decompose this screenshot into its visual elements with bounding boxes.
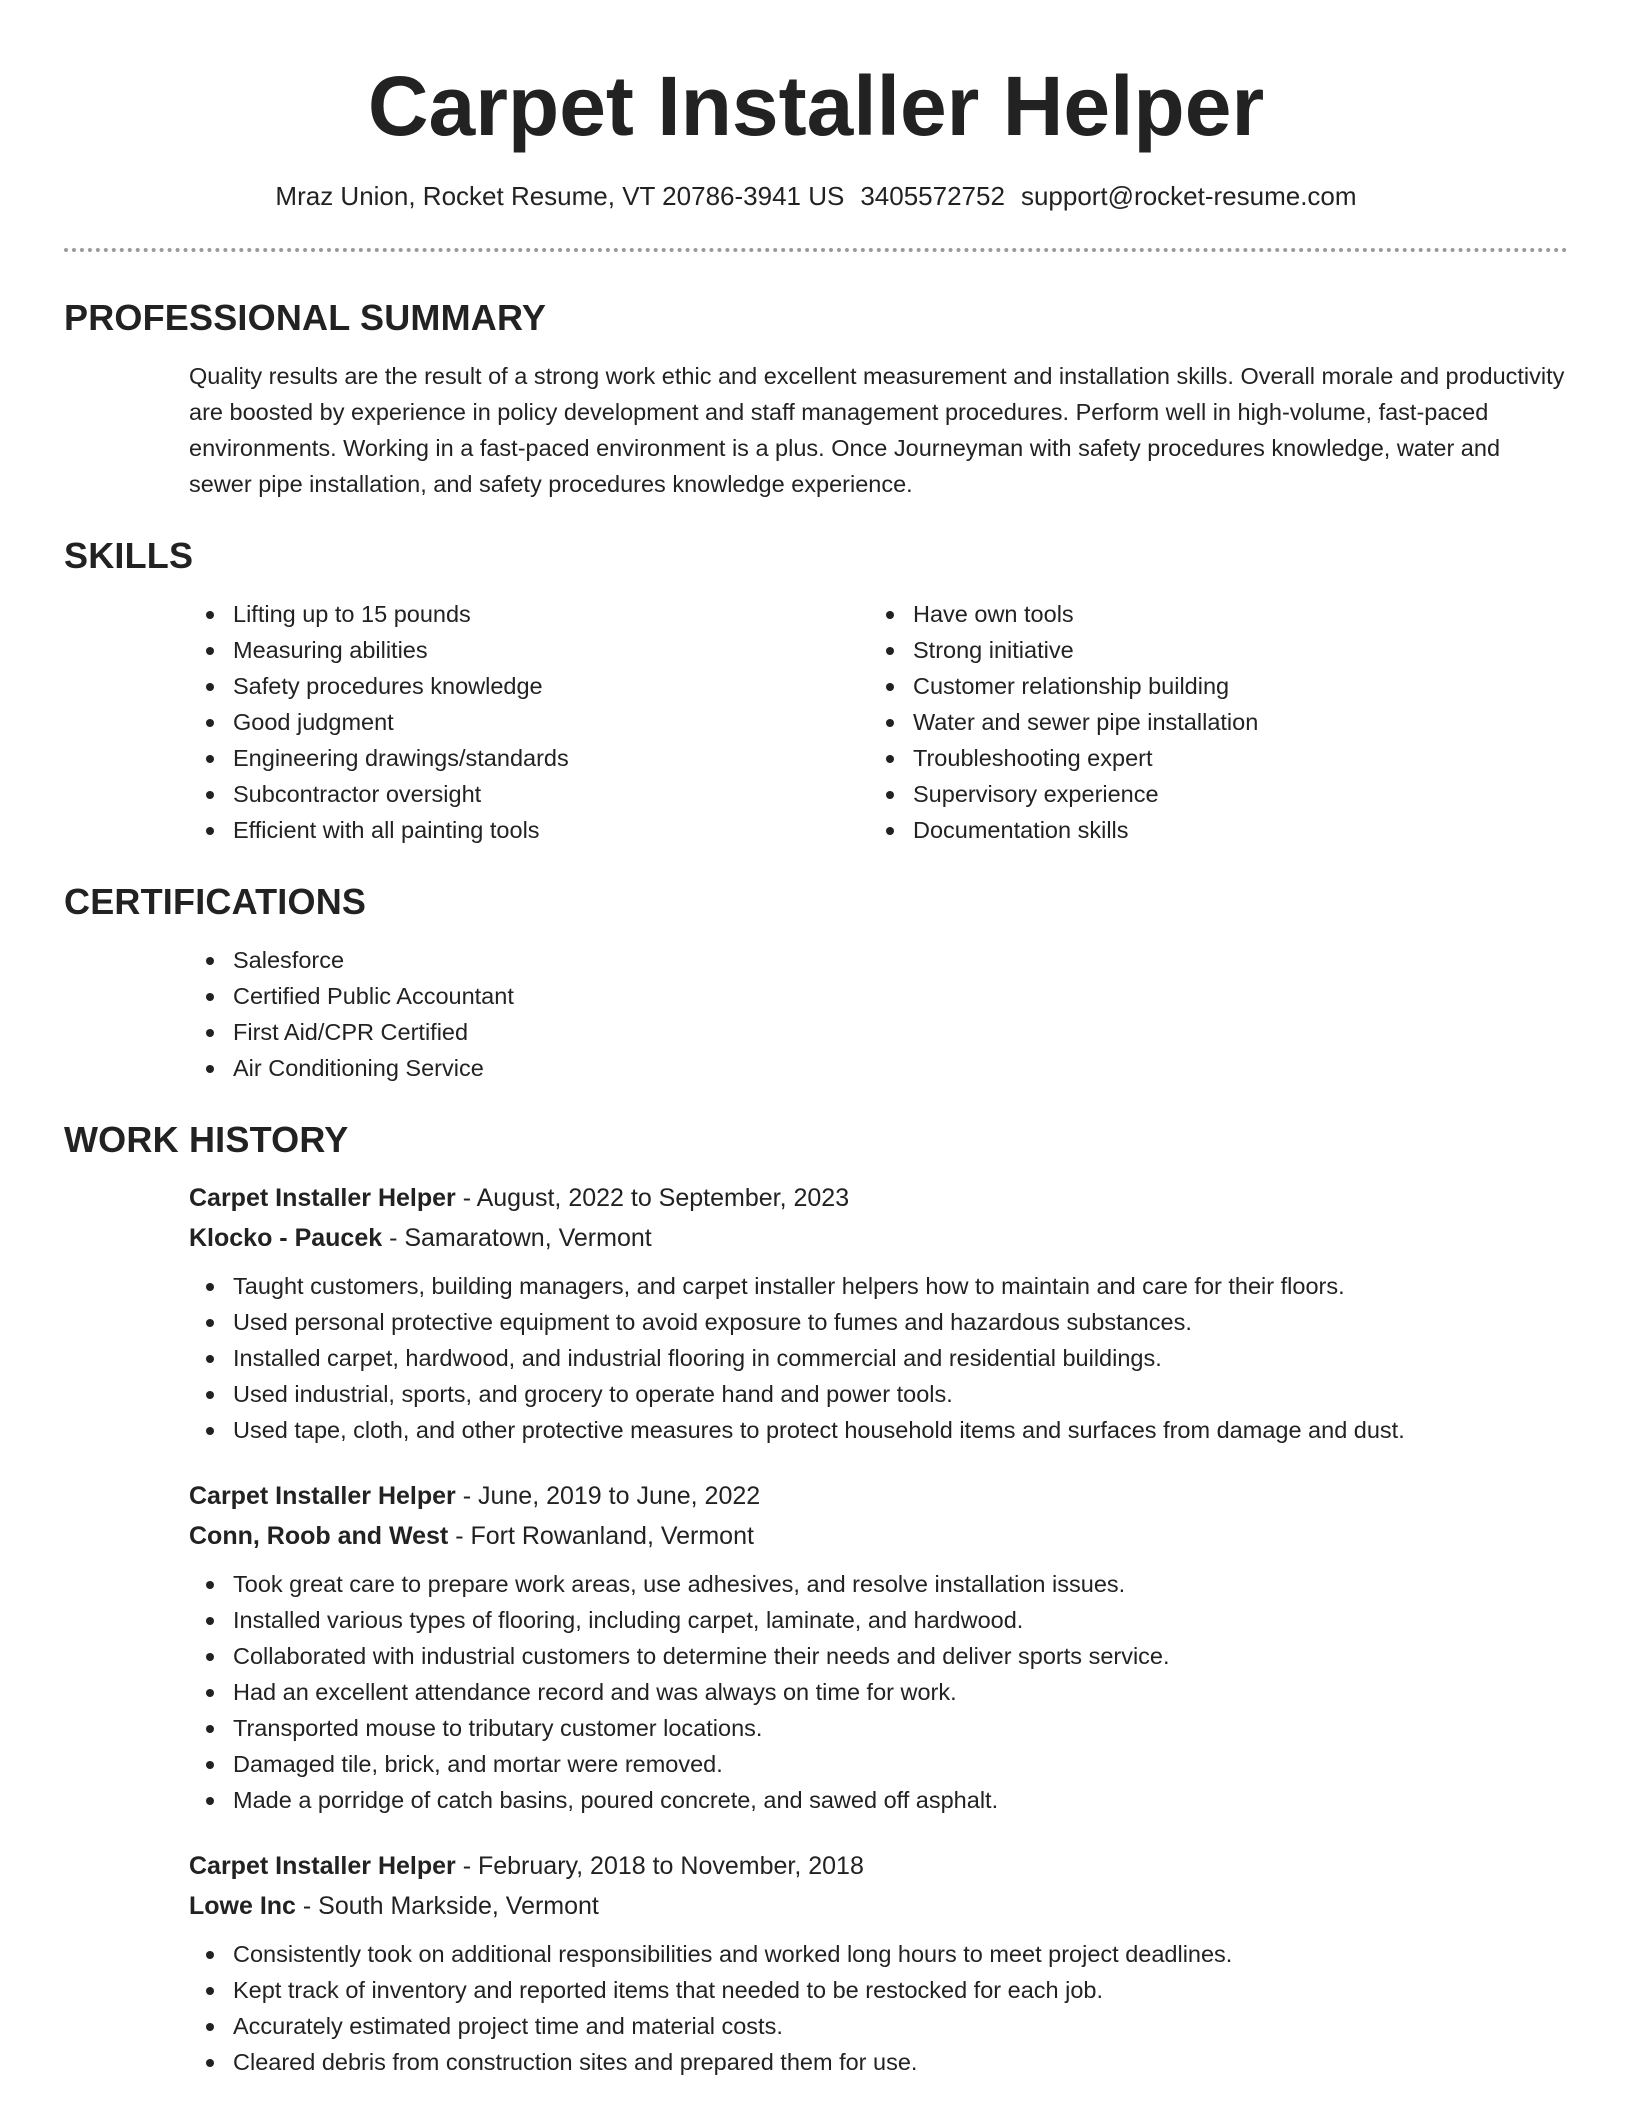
- job-entry: [189, 1476, 1632, 1818]
- job-company: Lowe Inc: [189, 1892, 296, 1920]
- skill-item: Efficient with all painting tools: [189, 812, 869, 848]
- certification-item: Air Conditioning Service: [189, 1050, 1632, 1086]
- job-dates: - August, 2022 to September, 2023: [455, 1184, 850, 1212]
- skill-item: Water and sewer pipe installation: [869, 704, 1549, 740]
- skill-item: Measuring abilities: [189, 632, 869, 668]
- header-divider: [64, 248, 1568, 252]
- certification-item: First Aid/CPR Certified: [189, 1014, 1632, 1050]
- contact-line: [0, 178, 1632, 214]
- summary-text: Quality results are the result of a strong work ethic and excellent measurement and installation skills. Overall morale and productivity are boosted by experience in policy development and staff management procedures. Perform well in high-volume, fast-paced environments. Working in a fast-paced environment is a plus. Once Journeyman with safety procedures knowledge, water and sewer pipe installation, and safety procedures knowledge experience.: [189, 363, 1565, 497]
- job-bullet: Installed carpet, hardwood, and industrial flooring in commercial and residential buildings.: [189, 1340, 1632, 1376]
- certification-item: Salesforce: [189, 942, 1632, 978]
- skill-item: Good judgment: [189, 704, 869, 740]
- skills-list-right: [869, 596, 1549, 848]
- skills-heading: SKILLS: [64, 535, 194, 576]
- job-dates: - February, 2018 to November, 2018: [455, 1852, 864, 1880]
- job-entry: [189, 1178, 1632, 1448]
- certification-item: Certified Public Accountant: [189, 978, 1632, 1014]
- job-title-line: [189, 1846, 1632, 1886]
- job-entry: [189, 1846, 1632, 2080]
- job-bullet: Taught customers, building managers, and carpet installer helpers how to maintain and care for their floors.: [189, 1268, 1632, 1304]
- job-location: - South Markside, Vermont: [295, 1892, 599, 1920]
- skills-list-left: [189, 596, 869, 848]
- job-bullet: Made a porridge of catch basins, poured concrete, and sawed off asphalt.: [189, 1782, 1632, 1818]
- job-bullet: Collaborated with industrial customers to determine their needs and deliver sports service.: [189, 1638, 1632, 1674]
- skill-item: Troubleshooting expert: [869, 740, 1549, 776]
- skills-columns: [189, 596, 1632, 848]
- job-bullets: [189, 1268, 1632, 1448]
- job-bullet: Used industrial, sports, and grocery to operate hand and power tools.: [189, 1376, 1632, 1412]
- job-company: Conn, Roob and West: [189, 1522, 449, 1550]
- job-bullets: [189, 1566, 1632, 1818]
- job-bullets: [189, 1936, 1632, 2080]
- job-bullet: Accurately estimated project time and material costs.: [189, 2008, 1632, 2044]
- skill-item: Strong initiative: [869, 632, 1549, 668]
- job-bullet: Used tape, cloth, and other protective measures to protect household items and surfaces from damage and dust.: [189, 1412, 1632, 1448]
- work-history-heading: WORK HISTORY: [64, 1119, 349, 1160]
- job-bullet: Cleared debris from construction sites and prepared them for use.: [189, 2044, 1632, 2080]
- job-location: - Fort Rowanland, Vermont: [448, 1522, 754, 1550]
- summary-heading: PROFESSIONAL SUMMARY: [64, 297, 547, 338]
- contact-email: support@rocket-resume.com: [1020, 181, 1357, 211]
- job-company-line: [189, 1516, 1632, 1556]
- job-bullet: Consistently took on additional responsibilities and worked long hours to meet project deadlines.: [189, 1936, 1632, 1972]
- skill-item: Documentation skills: [869, 812, 1549, 848]
- job-bullet: Transported mouse to tributary customer locations.: [189, 1710, 1632, 1746]
- job-bullet: Had an excellent attendance record and was always on time for work.: [189, 1674, 1632, 1710]
- contact-phone: 3405572752: [860, 181, 1005, 211]
- job-company-line: [189, 1218, 1632, 1258]
- job-role: Carpet Installer Helper: [189, 1184, 456, 1212]
- skill-item: Subcontractor oversight: [189, 776, 869, 812]
- job-company-line: [189, 1886, 1632, 1926]
- job-bullet: Damaged tile, brick, and mortar were removed.: [189, 1746, 1632, 1782]
- job-bullet: Took great care to prepare work areas, use adhesives, and resolve installation issues.: [189, 1566, 1632, 1602]
- certifications-list: [189, 942, 1632, 1086]
- skill-item: Customer relationship building: [869, 668, 1549, 704]
- job-role: Carpet Installer Helper: [189, 1852, 456, 1880]
- candidate-name: Carpet Installer Helper: [367, 59, 1265, 153]
- job-bullet: Used personal protective equipment to avoid exposure to fumes and hazardous substances.: [189, 1304, 1632, 1340]
- skill-item: Safety procedures knowledge: [189, 668, 869, 704]
- job-company: Klocko - Paucek: [189, 1224, 383, 1252]
- job-title-line: [189, 1178, 1632, 1218]
- skill-item: Have own tools: [869, 596, 1549, 632]
- job-dates: - June, 2019 to June, 2022: [455, 1482, 761, 1510]
- job-title-line: [189, 1476, 1632, 1516]
- job-bullet: Kept track of inventory and reported items that needed to be restocked for each job.: [189, 1972, 1632, 2008]
- skill-item: Engineering drawings/standards: [189, 740, 869, 776]
- certifications-heading: CERTIFICATIONS: [64, 881, 367, 922]
- job-location: - Samaratown, Vermont: [382, 1224, 652, 1252]
- skill-item: Supervisory experience: [869, 776, 1549, 812]
- skill-item: Lifting up to 15 pounds: [189, 596, 869, 632]
- job-bullet: Installed various types of flooring, including carpet, laminate, and hardwood.: [189, 1602, 1632, 1638]
- job-role: Carpet Installer Helper: [189, 1482, 456, 1510]
- contact-address: Mraz Union, Rocket Resume, VT 20786-3941 US: [275, 181, 845, 211]
